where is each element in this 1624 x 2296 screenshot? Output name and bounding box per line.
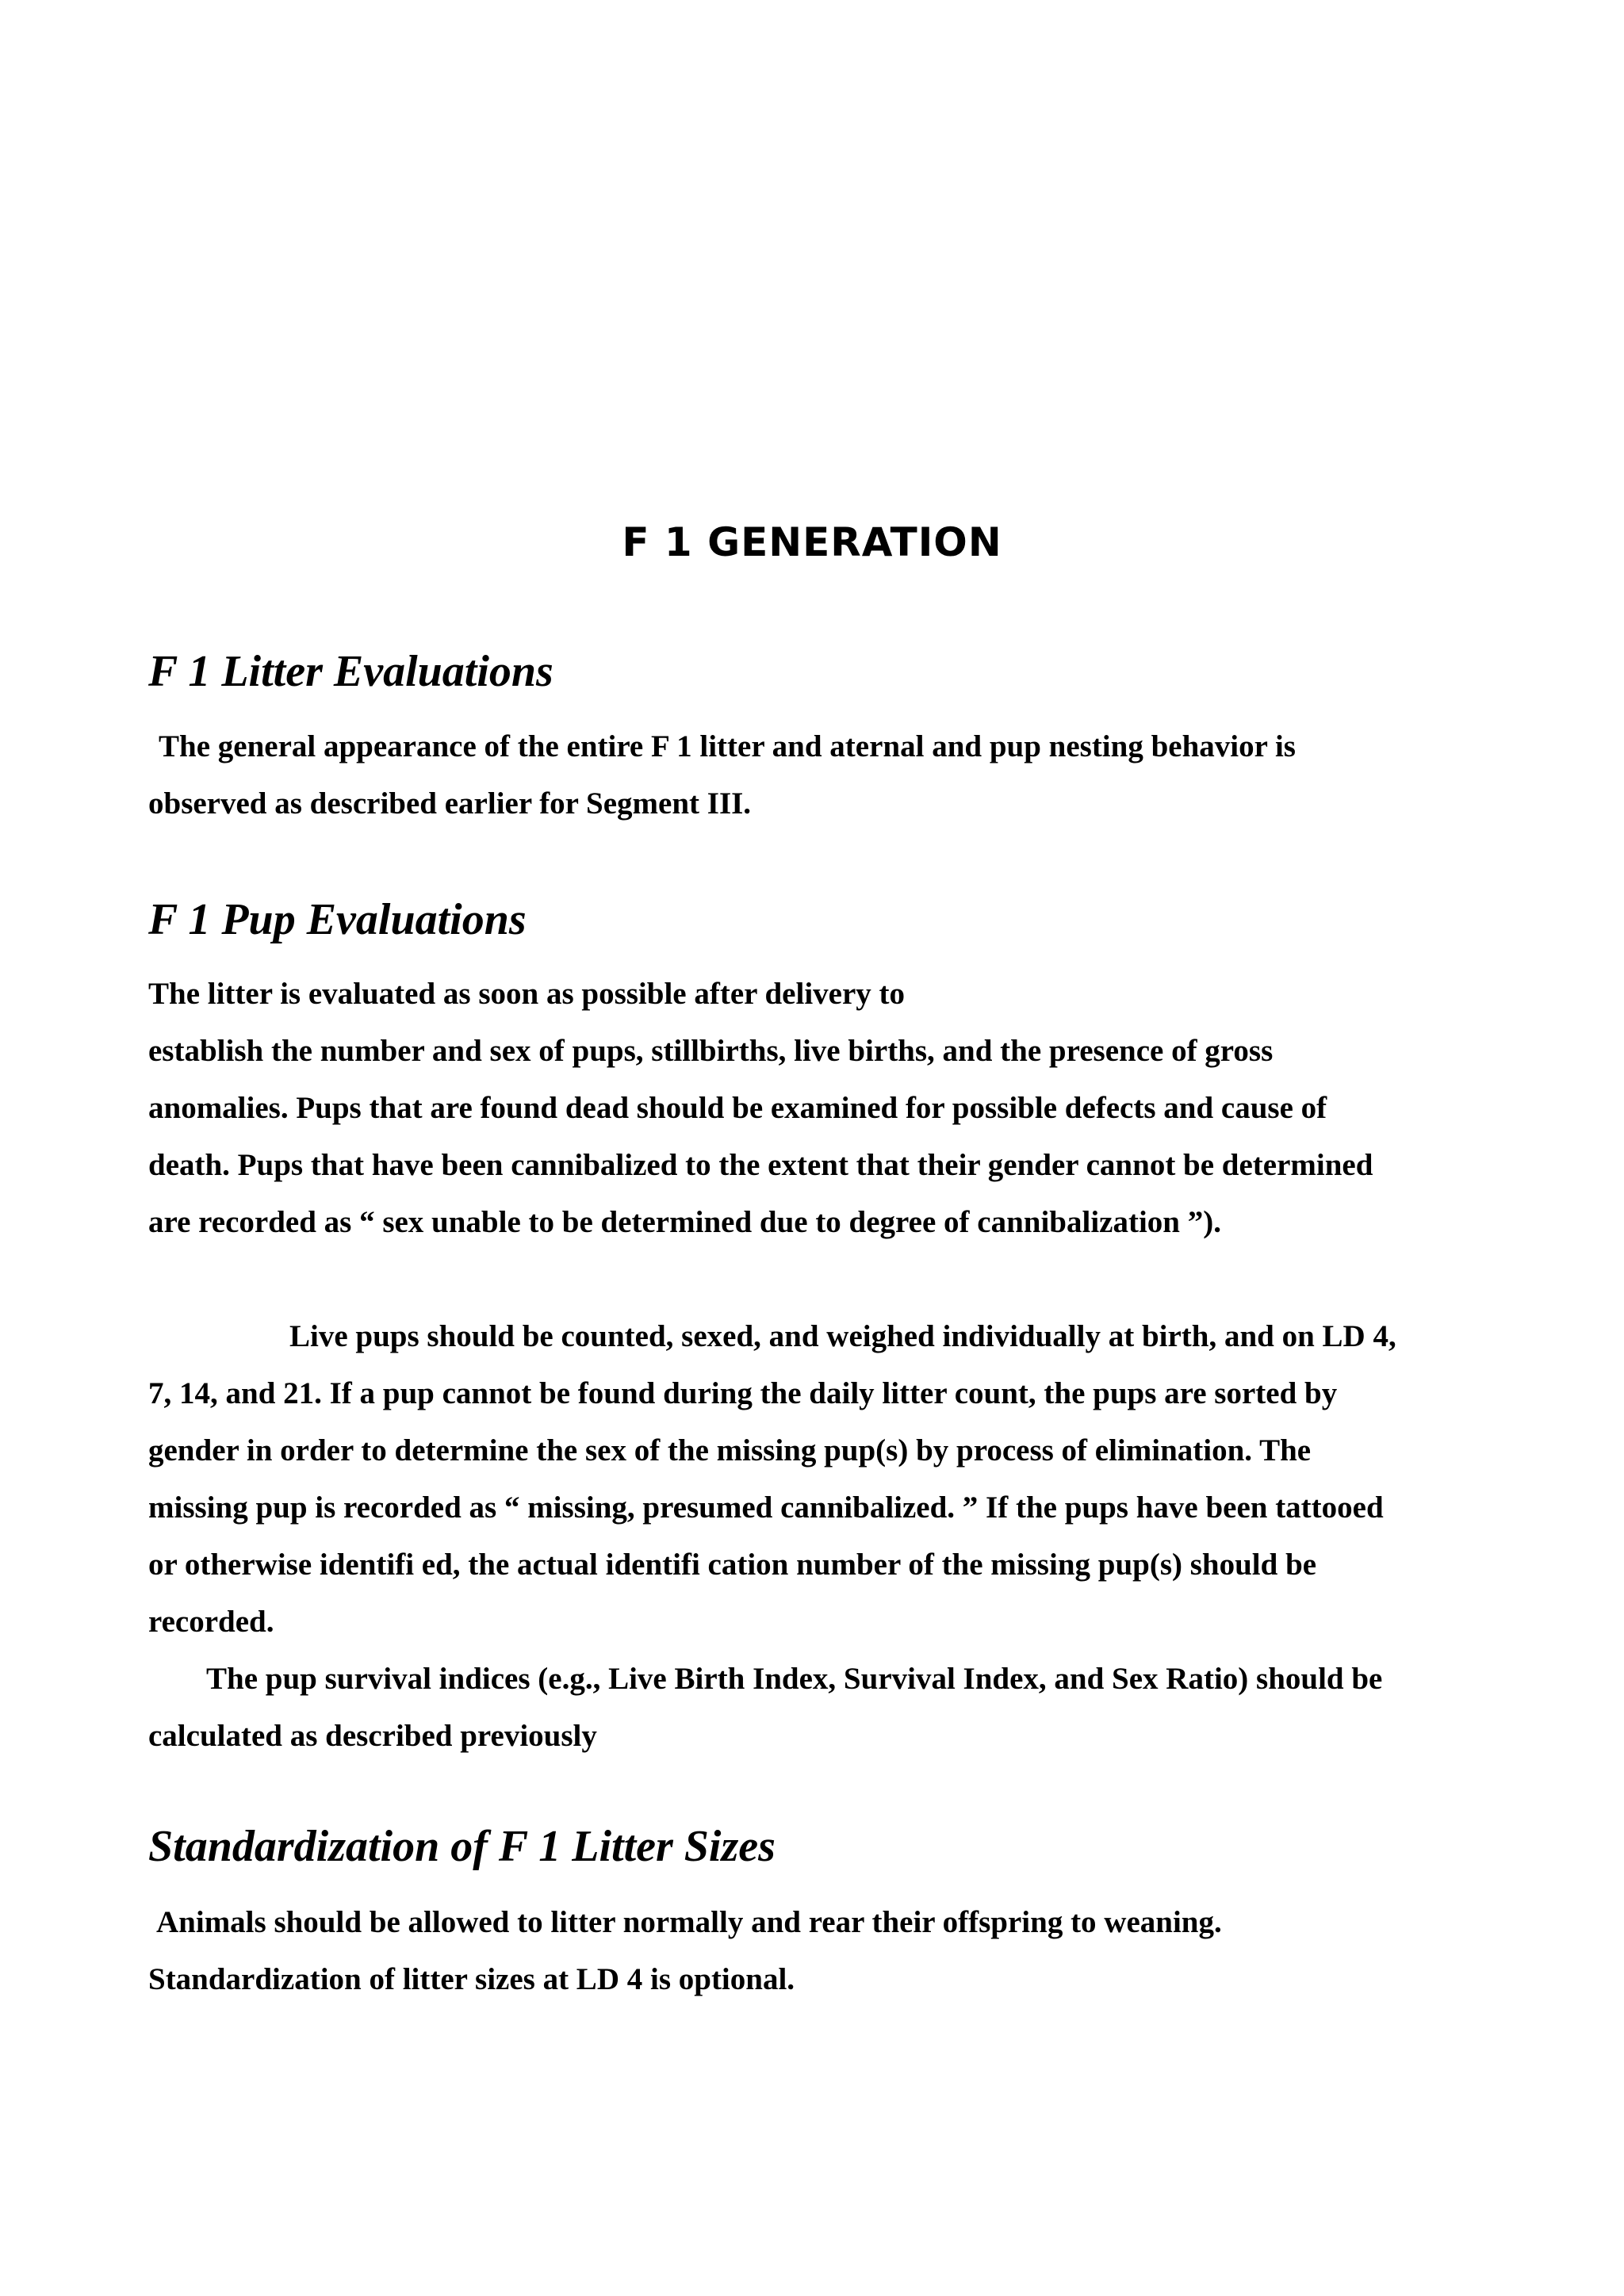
- paragraph-line: Standardization of litter sizes at LD 4 is optional.: [148, 1962, 795, 1996]
- paragraph-line: missing pup is recorded as “ missing, presumed cannibalized. ” If the pups have been tattooed: [148, 1490, 1384, 1525]
- standardization-paragraph: [148, 1894, 1488, 2008]
- paragraph-line: The litter is evaluated as soon as possible after delivery to: [148, 977, 906, 1011]
- paragraph-line: 7, 14, and 21. If a pup cannot be found during the daily litter count, the pups are sorted by: [148, 1376, 1338, 1410]
- paragraph-line: anomalies. Pups that are found dead should be examined for possible defects and cause of: [148, 1091, 1327, 1125]
- litter-evaluations-paragraph: [148, 718, 1488, 832]
- paragraph-line: The pup survival indices (e.g., Live Birth Index, Survival Index, and Sex Ratio) should be: [206, 1662, 1383, 1696]
- paragraph-line: or otherwise identifi ed, the actual identifi cation number of the missing pup(s) should be: [148, 1548, 1317, 1582]
- paragraph-line: Animals should be allowed to litter normally and rear their offspring to weaning.: [156, 1905, 1222, 1939]
- paragraph-line: establish the number and sex of pups, stillbirths, live births, and the presence of gross: [148, 1034, 1274, 1068]
- page-title: F 1 GENERATION: [622, 519, 1002, 565]
- paragraph-line: observed as described earlier for Segment III.: [148, 786, 752, 821]
- section-heading-pup-evaluations: F 1 Pup Evaluations: [148, 895, 527, 944]
- paragraph-line: gender in order to determine the sex of the missing pup(s) by process of elimination. The: [148, 1433, 1312, 1468]
- paragraph-line: The general appearance of the entire F 1 litter and aternal and pup nesting behavior is: [159, 729, 1296, 763]
- paragraph-line: are recorded as “ sex unable to be determined due to degree of cannibalization ”).: [148, 1205, 1221, 1239]
- pup-evaluations-paragraph-1: [148, 966, 1488, 1251]
- paragraph-line: death. Pups that have been cannibalized to the extent that their gender cannot be determined: [148, 1148, 1373, 1182]
- paragraph-line: Live pups should be counted, sexed, and weighed individually at birth, and on LD 4,: [289, 1319, 1396, 1353]
- pup-evaluations-paragraph-2: [148, 1308, 1488, 1765]
- section-heading-standardization: Standardization of F 1 Litter Sizes: [148, 1822, 776, 1871]
- section-heading-litter-evaluations: F 1 Litter Evaluations: [148, 647, 553, 696]
- paragraph-line: recorded.: [148, 1605, 274, 1639]
- paragraph-line: calculated as described previously: [148, 1719, 597, 1753]
